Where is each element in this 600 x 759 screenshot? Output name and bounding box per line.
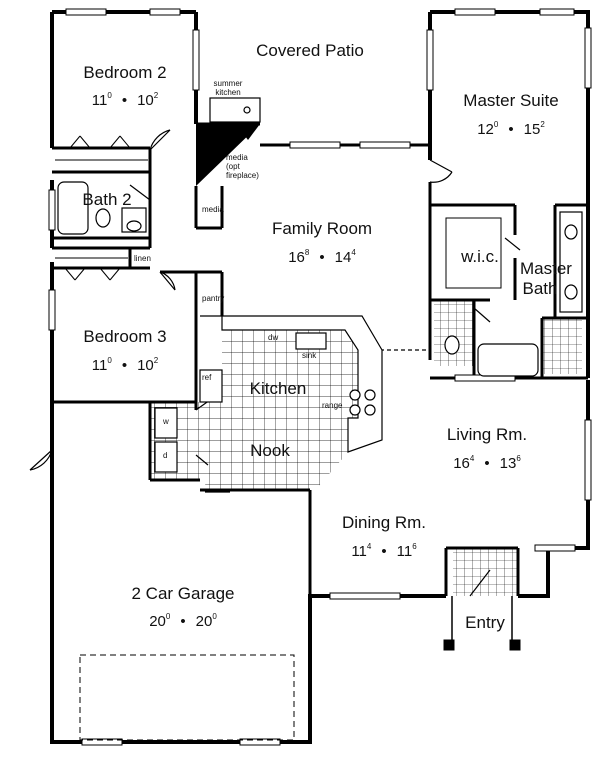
garage-dims: $20^0$ • $20^0$ [149, 612, 217, 630]
family-room-label: Family Room [271, 219, 373, 238]
summer-kitchen-label-2: kitchen [215, 88, 241, 97]
bedroom2-label: Bedroom 2 [83, 63, 167, 82]
wic-label: w.i.c. [461, 247, 499, 266]
summer-kitchen-label-1: summer [213, 79, 243, 88]
master-suite-dims: $12^0$ • $15^2$ [477, 120, 545, 138]
washer-label: w [163, 417, 169, 426]
living-label: Living Rm. [446, 425, 528, 444]
bath2-label: Bath 2 [82, 190, 132, 209]
dw-label: dw [268, 333, 279, 342]
media-fireplace-label-2: (opt [226, 162, 240, 171]
linen-label: linen [134, 254, 151, 263]
bedroom3-label: Bedroom 3 [83, 327, 167, 346]
living-dims: $16^4$ • $13^6$ [453, 454, 521, 472]
dining-dims: $11^4$ • $11^6$ [351, 542, 417, 560]
family-room-dims: $16^8$ • $14^4$ [288, 248, 356, 266]
media-fireplace-label-3: fireplace) [226, 171, 259, 180]
sink-label: sink [302, 351, 317, 360]
pantry-label: pantry [202, 294, 225, 303]
kitchen-label: Kitchen [249, 379, 307, 398]
dining-label: Dining Rm. [341, 513, 427, 532]
master-bath-label-2: Bath [522, 279, 558, 298]
master-bath-label-1: Master [520, 259, 572, 278]
nook-label: Nook [250, 441, 290, 460]
media-fireplace-label-1: media [226, 153, 248, 162]
ref-label: ref [202, 373, 212, 382]
range-label: range [322, 401, 343, 410]
garage-door [80, 655, 294, 740]
media-label: media [202, 205, 224, 214]
master-suite-label: Master Suite [463, 91, 559, 110]
garage-label: 2 Car Garage [131, 584, 235, 603]
dryer-label: d [163, 451, 168, 460]
covered-patio-label: Covered Patio [256, 41, 364, 60]
bedroom3-dims: $11^0$ • $10^2$ [91, 356, 159, 374]
bedroom2-dims: $11^0$ • $10^2$ [91, 91, 159, 109]
entry-label: Entry [465, 613, 505, 632]
